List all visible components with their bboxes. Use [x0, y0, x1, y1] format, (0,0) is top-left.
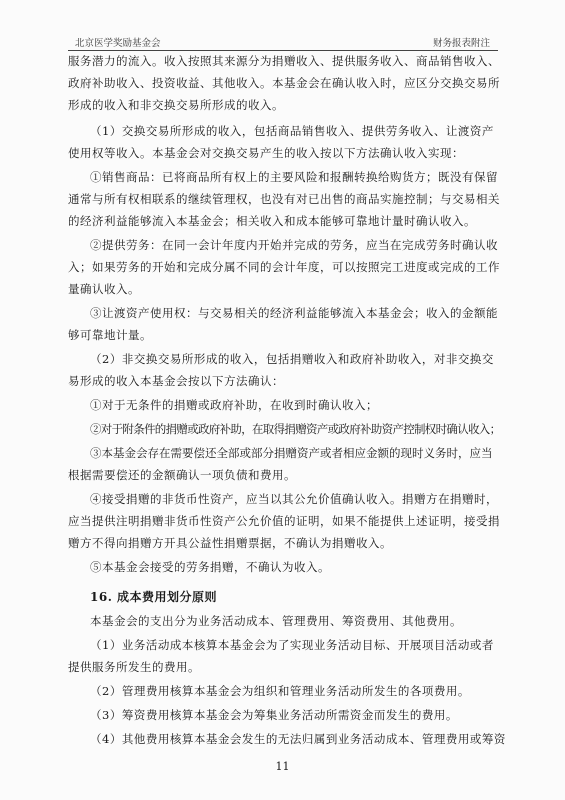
text-line: 够可靠地计量。 — [68, 328, 152, 342]
text-line: 提供服务所发生的费用。 — [68, 660, 200, 674]
text-line: ④接受捐赠的非货币性资产，应当以其公允价值确认收入。捐赠方在捐赠时， — [90, 492, 498, 506]
page-number: 11 — [275, 760, 290, 773]
text-line: ②对于附条件的捐赠或政府补助，在取得捐赠资产或政府补助资产控制权时确认收入； — [90, 422, 501, 436]
text-line: 通常与所有权相联系的继续管理权，也没有对已出售的商品实施控制；与交易相关 — [68, 192, 500, 206]
text-line: 应当提供注明捐赠非货币性资产公允价值的证明，如果不能提供上述证明，接受捐 — [68, 514, 500, 528]
text-line: （4）其他费用核算本基金会发生的无法归属到业务活动成本、管理费用或筹资 — [90, 732, 506, 746]
text-line: 易形成的收入本基金会按以下方法确认： — [68, 374, 284, 388]
text-line: （1）交换交易所形成的收入，包括商品销售收入、提供劳务收入、让渡资产 — [90, 124, 494, 138]
header-rule — [68, 50, 498, 51]
text-line: 本基金会的支出分为业务活动成本、管理费用、筹资费用、其他费用。 — [90, 614, 462, 628]
text-line: ①对于无条件的捐赠或政府补助，在收到时确认收入； — [90, 398, 378, 412]
text-line: ②提供劳务：在同一会计年度内开始并完成的劳务，应当在完成劳务时确认收 — [90, 238, 498, 252]
text-line: 赠方不得向捐赠方开具公益性捐赠票据，不确认为捐赠收入。 — [68, 536, 392, 550]
text-line: （2）管理费用核算本基金会为组织和管理业务活动所发生的各项费用。 — [90, 684, 470, 698]
text-line: 量确认收入。 — [68, 282, 140, 296]
text-line: ①销售商品：已将商品所有权上的主要风险和报酬转换给购货方；既没有保留 — [90, 170, 498, 184]
text-line: 使用权等收入。本基金会对交换交易产生的收入按以下方法确认收入实现： — [68, 146, 464, 160]
text-line: 的经济利益能够流入本基金会；相关收入和成本能够可靠地计量时确认收入。 — [68, 214, 476, 228]
text-line: （2）非交换交易所形成的收入，包括捐赠收入和政府补助收入，对非交换交 — [90, 352, 494, 366]
header-org-name: 北京医学奖励基金会 — [75, 38, 161, 49]
section-heading: 16. 成本费用划分原则 — [90, 590, 218, 604]
text-line: 形成的收入和非交换交易所形成的收入。 — [68, 98, 284, 112]
header-section-title: 财务报表附注 — [432, 38, 490, 49]
text-line: （1）业务活动成本核算本基金会为了实现业务活动目标、开展项目活动或者 — [90, 638, 494, 652]
text-line: 政府补助收入、投资收益、其他收入。本基金会在确认收入时，应区分交换交易所 — [68, 76, 500, 90]
text-line: 服务潜力的流入。收入按照其来源分为捐赠收入、提供服务收入、商品销售收入、 — [68, 54, 500, 68]
text-line: 根据需要偿还的金额确认一项负债和费用。 — [68, 468, 296, 482]
text-line: ③本基金会存在需要偿还全部或部分捐赠资产或者相应金额的现时义务时，应当 — [90, 446, 493, 460]
text-line: （3）筹资费用核算本基金会为筹集业务活动所需资金而发生的费用。 — [90, 708, 458, 722]
text-line: ③让渡资产使用权：与交易相关的经济利益能够流入本基金会；收入的金额能 — [90, 306, 498, 320]
text-line: 入；如果劳务的开始和完成分属不同的会计年度，可以按照完工进度或完成的工作 — [68, 260, 500, 274]
text-line: ⑤本基金会接受的劳务捐赠，不确认为收入。 — [90, 560, 330, 574]
